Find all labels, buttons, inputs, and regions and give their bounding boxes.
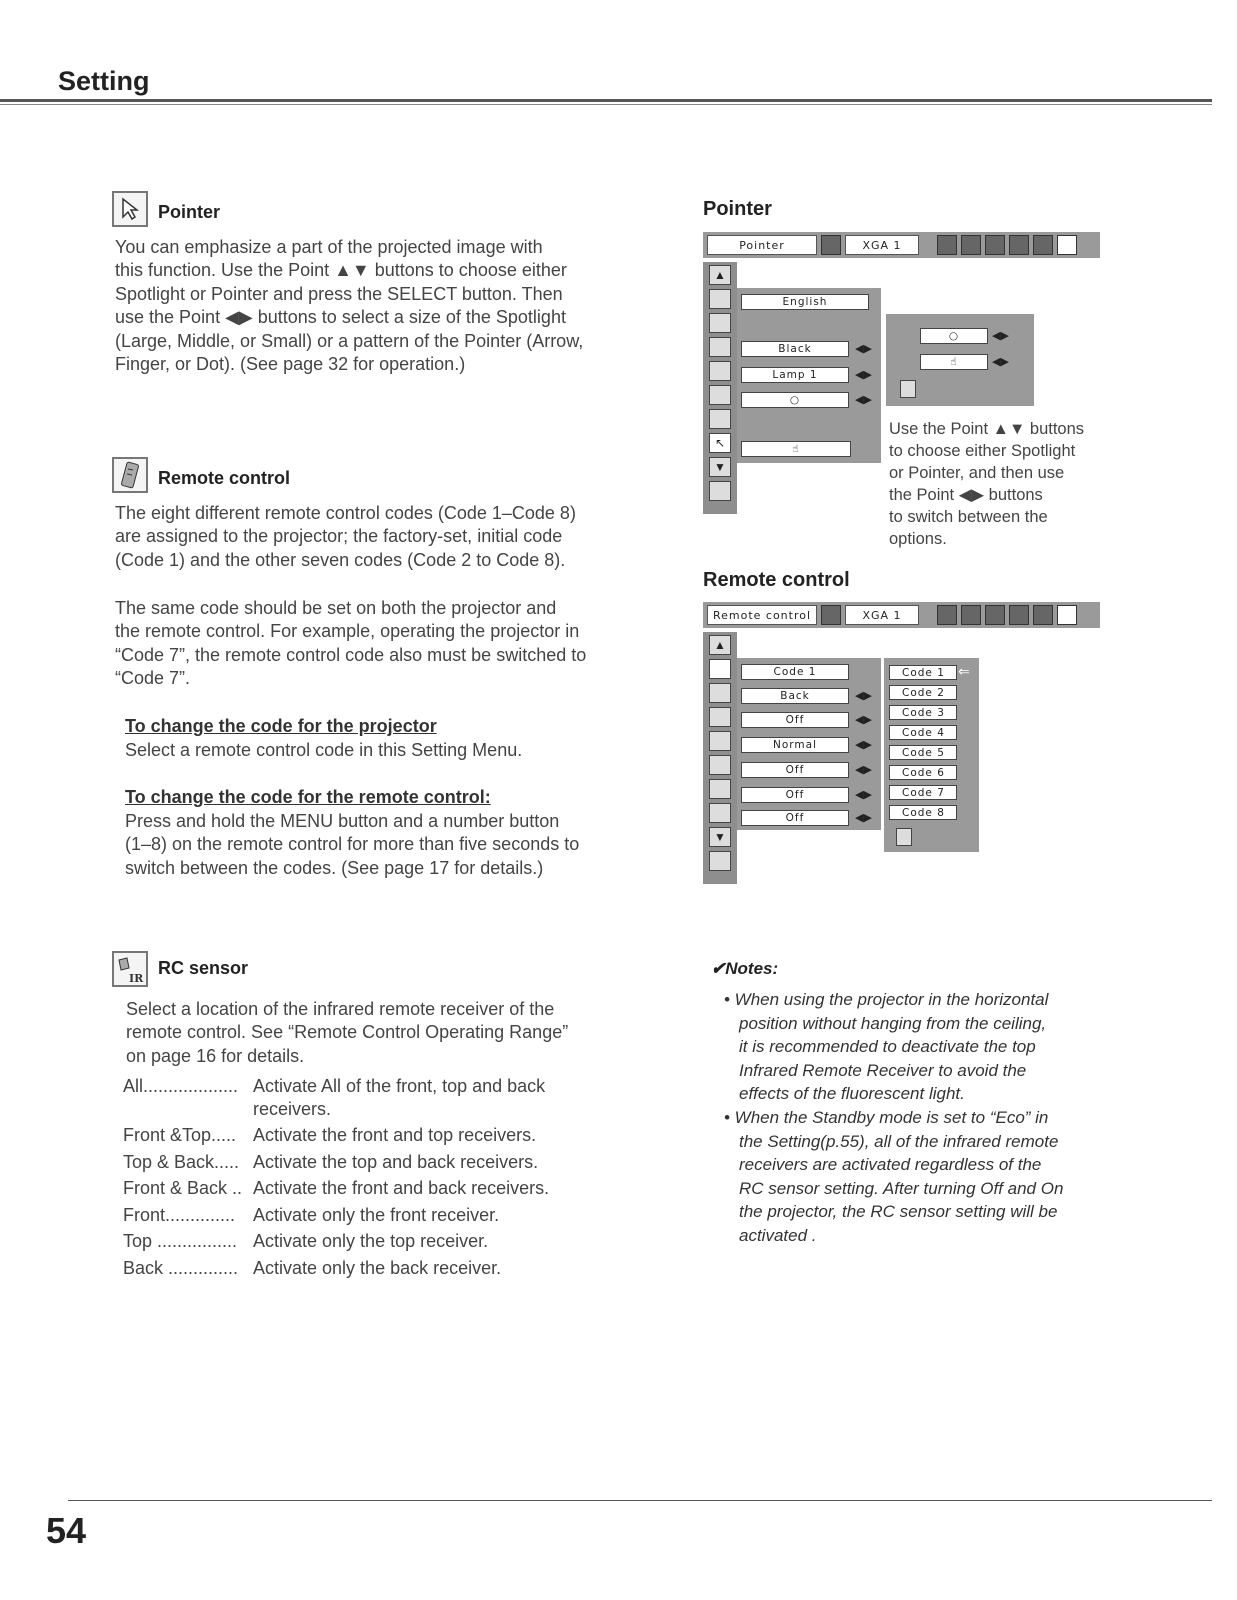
power-management-icon [709, 779, 731, 799]
rc-sensor-value: Back [741, 688, 849, 704]
rc-sensor-options [123, 1073, 549, 1281]
input-source-icon [821, 605, 841, 625]
pointer-menu-bar [703, 232, 1100, 258]
note-1: • When using the projector in the horizontal position without hanging from the ceiling, it is recommended to deactivate the top Infrared Remote Receiver to avoid the effects of the fluorescent light. [724, 990, 1049, 1104]
code-option: Code 3 [889, 705, 957, 720]
setting-tab-icon [1057, 235, 1077, 255]
lamp-indicator-value: ○ [741, 392, 849, 408]
notes-heading: ✔Notes: [711, 959, 779, 978]
remote-code-list-panel [884, 658, 979, 852]
power-management-value: Off [741, 787, 849, 803]
rc-option-row: Top & Back..... Activate the top and back receivers. [123, 1151, 539, 1172]
exit-icon [900, 380, 916, 398]
left-right-arrows-icon: ◀▶ [855, 739, 872, 751]
left-right-arrows-icon: ◀▶ [992, 330, 1009, 342]
rc-sensor-ir-icon [112, 951, 148, 987]
rc-option-row-continuation: receivers. [253, 1098, 332, 1119]
exit-icon [709, 481, 731, 501]
left-right-arrows-icon: ◀▶ [855, 690, 872, 702]
menu-title-label: Pointer [707, 235, 817, 255]
language-value: English [741, 294, 869, 310]
setting-tab-icon [1057, 605, 1077, 625]
rc-sensor-heading: RC sensor [158, 958, 249, 978]
left-right-arrows-icon: ◀▶ [855, 764, 872, 776]
rc-option-row: Front.............. Activate only the front receiver. [123, 1204, 500, 1225]
fan-icon [709, 803, 731, 823]
left-right-arrows-icon: ◀▶ [855, 714, 872, 726]
mode-label: XGA 1 [845, 605, 919, 625]
remote-icon [709, 659, 731, 679]
menu-tab-icon [961, 235, 981, 255]
menu-tab-icon [937, 605, 957, 625]
fan-value: Off [741, 810, 849, 826]
key-lock-value: Off [741, 712, 849, 728]
menu-tab-icon [1033, 235, 1053, 255]
selection-arrow-icon: ⇐ [958, 663, 970, 679]
remote-control-heading: Remote control [158, 468, 291, 488]
code-option: Code 7 [889, 785, 957, 800]
remote-icon [709, 409, 731, 429]
menu-tab-icon [1009, 605, 1029, 625]
pointer-menu-panel [737, 288, 881, 463]
menu-tab-icon [1009, 235, 1029, 255]
rc-option-row: All................... Activate All of the front, top and back [123, 1076, 546, 1096]
pointer-description: You can emphasize a part of the projected image with this function. Use the Point ▲▼ buttons to choose either Spotlight or Pointer and press the SELECT button. Then use the Point ◀▶ buttons to select a size of the Spotlight (Large, Middle, or Small) or a pattern of the Pointer (Arrow, Finger, or Dot). (See page 32 for operation.) [115, 237, 584, 375]
scroll-down-icon: ▼ [709, 457, 731, 477]
projector-code-subheading: To change the code for the projector [125, 716, 437, 736]
left-right-arrows-icon: ◀▶ [855, 812, 872, 824]
exit-icon [709, 851, 731, 871]
left-right-arrows-icon: ◀▶ [855, 343, 872, 355]
rc-option-row: Front &Top..... Activate the front and top receivers. [123, 1125, 537, 1145]
input-source-icon [821, 235, 841, 255]
exit-icon [896, 828, 912, 846]
code-option: Code 4 [889, 725, 957, 740]
footer-rule [68, 1500, 1212, 1501]
code-option: Code 5 [889, 745, 957, 760]
remote-menu-panel [737, 658, 881, 830]
code-option: Code 6 [889, 765, 957, 780]
pointer-arrow-icon [112, 191, 148, 227]
rc-option-row: Front & Back .. Activate the front and back receivers. [123, 1178, 550, 1198]
menu-title-label: Remote control [707, 605, 817, 625]
rc-option-row: Top ................ Activate only the top receiver. [123, 1231, 489, 1251]
remote-code-subheading: To change the code for the remote control: [125, 787, 491, 807]
lamp-value: Lamp 1 [741, 367, 849, 383]
pointer-hand-value: ☝ [741, 441, 851, 457]
remote-menu-bar [703, 602, 1100, 628]
remote-control-para-2: The same code should be set on both the projector and the remote control. For example, operating the projector in “Code 7”, the remote control code also must be switched to “Code 7”. [115, 598, 587, 689]
lamp-control-value: Off [741, 762, 849, 778]
background-icon [709, 337, 731, 357]
rc-sensor-icon [709, 683, 731, 703]
fan-control-value: Normal [741, 737, 849, 753]
scroll-up-icon: ▲ [709, 635, 731, 655]
display-icon [709, 361, 731, 381]
remote-panel-heading: Remote control [703, 569, 850, 591]
background-value: Black [741, 341, 849, 357]
remote-control-para-1: The eight different remote control codes (Code 1–Code 8) are assigned to the projector; the factory-set, initial code (Code 1) and the other seven codes (Code 2 to Code 8). [115, 503, 576, 570]
language-icon [709, 289, 731, 309]
scroll-down-icon: ▼ [709, 827, 731, 847]
fan-control-icon [709, 731, 731, 751]
rc-sensor-intro: Select a location of the infrared remote receiver of the remote control. See “Remote Control Operating Range” on page 16 for details. [126, 999, 569, 1066]
mode-label: XGA 1 [845, 235, 919, 255]
logo-icon [709, 313, 731, 333]
projector-code-text: Select a remote control code in this Setting Menu. [125, 740, 523, 760]
pointer-heading: Pointer [158, 202, 221, 222]
pointer-panel-heading: Pointer [703, 198, 772, 220]
page-title: Setting [58, 66, 150, 96]
spotlight-size-value: ○ [920, 328, 988, 344]
page-number: 54 [46, 1510, 87, 1551]
menu-tab-icon [1033, 605, 1053, 625]
left-right-arrows-icon: ◀▶ [855, 369, 872, 381]
left-right-arrows-icon: ◀▶ [855, 789, 872, 801]
menu-tab-icon [985, 235, 1005, 255]
code-option: Code 8 [889, 805, 957, 820]
menu-tab-icon [937, 235, 957, 255]
lamp-icon [709, 385, 731, 405]
scroll-up-icon: ▲ [709, 265, 731, 285]
remote-code-value: Code 1 [741, 664, 849, 680]
code-option: Code 1 [889, 665, 957, 680]
remote-control-icon [112, 457, 148, 493]
left-right-arrows-icon: ◀▶ [855, 394, 872, 406]
menu-tab-icon [985, 605, 1005, 625]
code-option: Code 2 [889, 685, 957, 700]
remote-menu-sidebar [703, 632, 737, 884]
pointer-caption: Use the Point ▲▼ buttons to choose either Spotlight or Pointer, and then use the Point ◀▶ buttons to switch between the options. [889, 420, 1085, 548]
note-2: • When the Standby mode is set to “Eco” in the Setting(p.55), all of the infrared remote receivers are activated regardless of the RC sensor setting. After turning Off and On the projector, the RC sensor setting will be activated . [724, 1108, 1064, 1245]
pointer-pattern-value: ☝ [920, 354, 988, 370]
lamp-icon [709, 755, 731, 775]
pointer-icon: ↖ [709, 433, 731, 453]
remote-code-text: Press and hold the MENU button and a number button (1–8) on the remote control for more than five seconds to switch between the codes. (See page 17 for details.) [125, 811, 580, 878]
menu-tab-icon [961, 605, 981, 625]
pointer-submenu-panel [886, 314, 1034, 406]
title-rule [0, 99, 1212, 102]
key-lock-icon [709, 707, 731, 727]
title-rule-thin [0, 104, 1212, 105]
pointer-menu-sidebar [703, 262, 737, 514]
left-right-arrows-icon: ◀▶ [992, 356, 1009, 368]
rc-option-row: Back .............. Activate only the back receiver. [123, 1257, 502, 1278]
svg-text:IR: IR [129, 972, 144, 984]
